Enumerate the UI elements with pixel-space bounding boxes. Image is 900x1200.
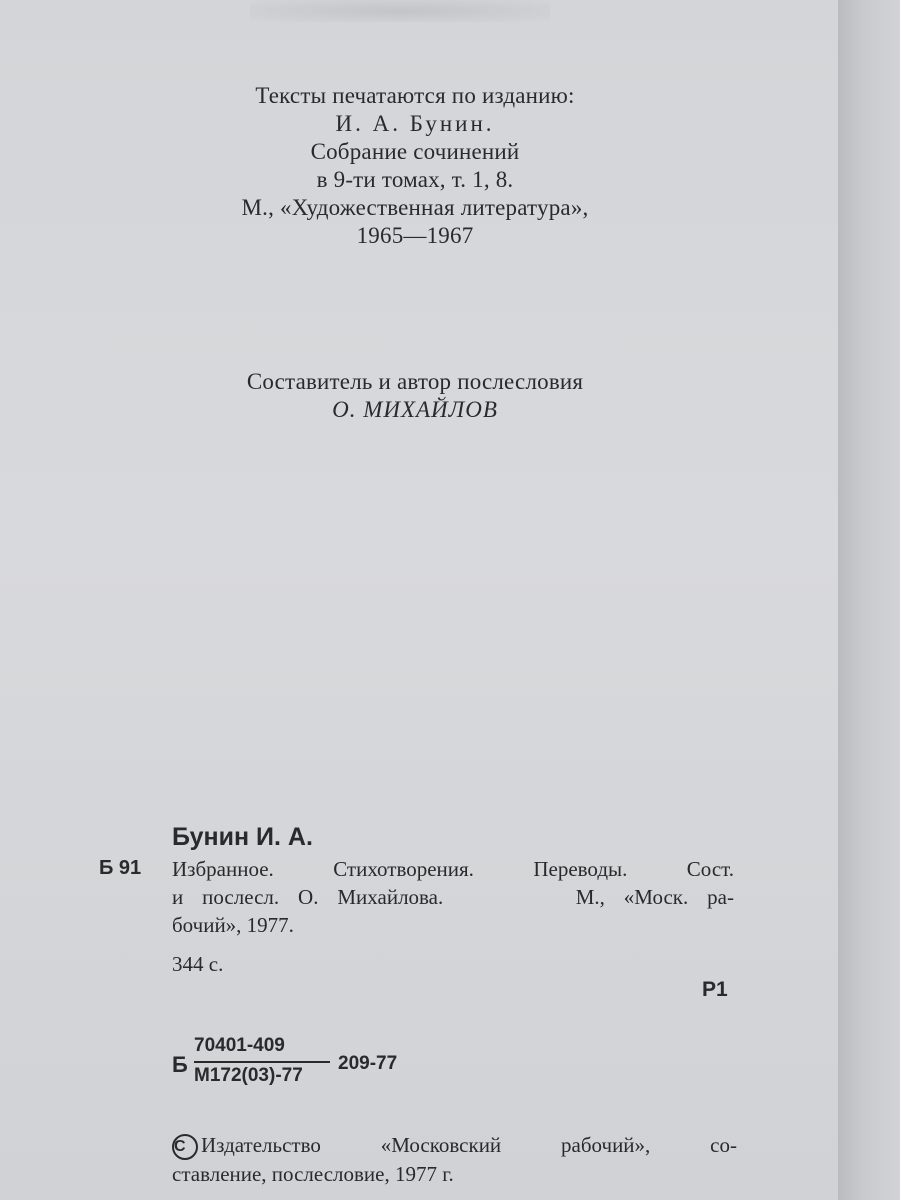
- compiler-name: О. МИХАЙЛОВ: [332, 397, 498, 422]
- catalog-index-code: Б 91: [99, 857, 142, 879]
- source-line: Тексты печатаются по изданию:: [255, 83, 575, 108]
- compiler-credit: [160, 368, 670, 424]
- source-line: Собрание сочинений: [310, 139, 520, 164]
- description-line: бочий», 1977.: [172, 913, 294, 937]
- show-through-smudge: [250, 0, 550, 22]
- copyright-icon: C: [172, 1134, 198, 1160]
- copyright-line: ставление, послесловие, 1977 г.: [172, 1162, 454, 1186]
- description-line: Избранное. Стихотворения. Переводы. Сост.: [172, 857, 734, 881]
- catalog-page-count: 344 с.: [172, 952, 224, 976]
- description-line: и послесл. О. Михайлова. М., «Моск. ра-: [172, 885, 734, 909]
- formula-letter: Б: [172, 1052, 188, 1077]
- copyright-text: Издательство «Московский рабочий», со-: [201, 1133, 737, 1157]
- source-line: И. А. Бунин.: [335, 111, 495, 136]
- copyright-notice: [172, 1131, 737, 1188]
- catalog-author: Бунин И. А.: [172, 823, 313, 851]
- page-edge: [838, 0, 900, 1200]
- formula-denominator: М172(03)-77: [194, 1065, 303, 1086]
- formula-numerator: 70401-409: [194, 1035, 285, 1056]
- source-line: 1965—1967: [356, 223, 474, 248]
- copyright-line: [172, 1131, 737, 1160]
- catalog-formula: [172, 1035, 432, 1095]
- compiler-role: Составитель и автор послесловия: [246, 369, 584, 394]
- catalog-classification: Р1: [702, 978, 728, 1001]
- source-edition-note: [195, 82, 635, 250]
- source-line: М., «Художественная литература»,: [241, 195, 589, 220]
- catalog-description: [172, 855, 734, 939]
- formula-suffix: 209-77: [338, 1053, 398, 1074]
- formula-fraction-bar: [194, 1061, 330, 1063]
- source-line: в 9-ти томах, т. 1, 8.: [316, 167, 514, 192]
